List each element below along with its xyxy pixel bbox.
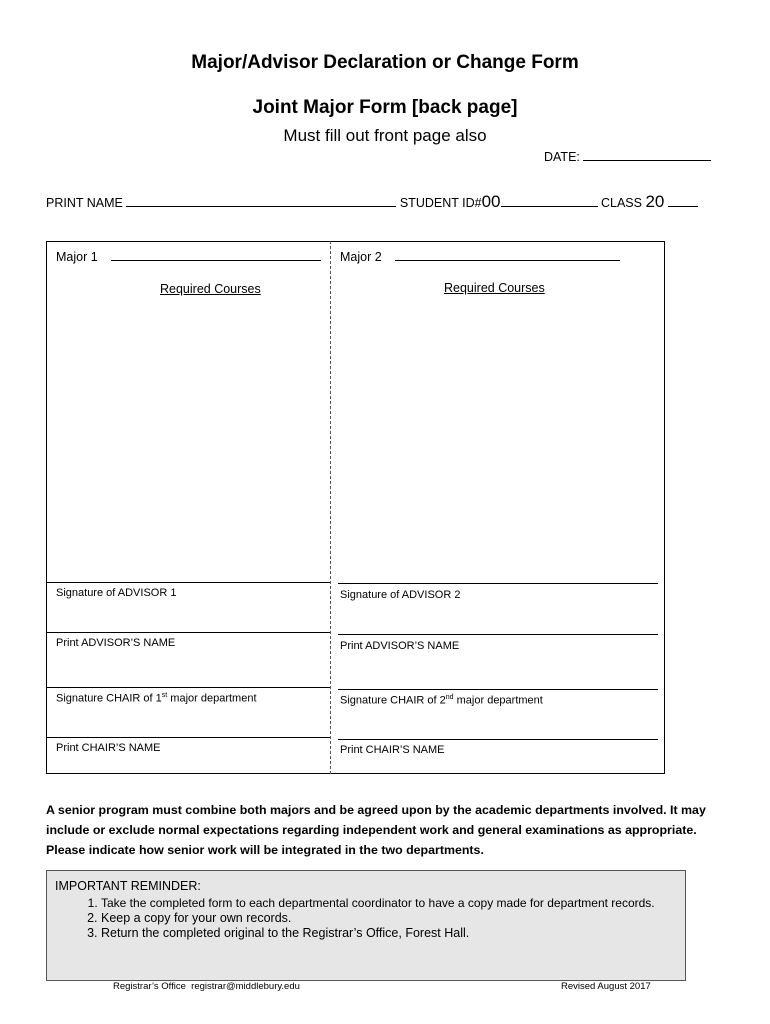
class-field[interactable] bbox=[668, 206, 698, 207]
student-id-field[interactable] bbox=[501, 206, 598, 207]
major2-courses-area[interactable] bbox=[331, 300, 664, 580]
major1-chair-sig-text: Signature CHAIR of 1 bbox=[56, 692, 162, 705]
important-reminder-box bbox=[46, 870, 686, 981]
major1-chair-name-line[interactable] bbox=[46, 737, 330, 738]
major1-label: Major 1 bbox=[56, 250, 98, 264]
print-name-field[interactable] bbox=[126, 206, 396, 207]
major2-advisor-name-line[interactable] bbox=[338, 634, 658, 635]
date-field[interactable] bbox=[583, 160, 711, 161]
major1-advisor-sig-label: Signature of ADVISOR 1 bbox=[56, 587, 177, 599]
senior-program-note: A senior program must combine both majors and be agreed upon by the academic departments involved. It may include or exclude normal expectations regarding independent work and general examinations as appropriate. Please indicate how senior work will be integrated in the two departments. bbox=[46, 803, 706, 857]
major2-advisor-sig-line[interactable] bbox=[338, 583, 658, 584]
major2-chair-sig-label bbox=[340, 694, 543, 707]
student-id-label: STUDENT ID# bbox=[399, 196, 482, 210]
major1-advisor-sig-line[interactable] bbox=[46, 582, 330, 583]
class-label: CLASS bbox=[600, 196, 642, 210]
major1-chair-sig-line[interactable] bbox=[46, 687, 330, 688]
form-title: Major/Advisor Declaration or Change Form bbox=[191, 52, 579, 73]
major2-field[interactable] bbox=[395, 260, 620, 261]
major1-advisor-name-label: Print ADVISOR’S NAME bbox=[56, 637, 176, 649]
class-prefix: 20 bbox=[645, 192, 665, 211]
major2-chair-sig-text-end: major department bbox=[453, 694, 543, 707]
reminder-title: IMPORTANT REMINDER: bbox=[55, 879, 201, 893]
date-label: DATE: bbox=[544, 150, 580, 164]
major2-chair-ordinal: nd bbox=[445, 694, 454, 701]
reminder-list bbox=[47, 896, 685, 940]
major1-chair-sig-text-end: major department bbox=[167, 692, 257, 705]
major2-advisor-name-label: Print ADVISOR’S NAME bbox=[340, 640, 460, 652]
major2-label: Major 2 bbox=[340, 250, 382, 264]
major1-chair-sig-label bbox=[56, 692, 257, 705]
major2-required-courses: Required Courses bbox=[444, 281, 545, 295]
footer-office-name: Registrar’s Office bbox=[113, 981, 186, 992]
reminder-item: 1. Take the completed form to each departmental coordinator to have a copy made for department records. bbox=[101, 896, 685, 910]
print-name-label: PRINT NAME bbox=[46, 196, 123, 210]
major1-chair-ordinal: st bbox=[161, 692, 168, 699]
major2-advisor-sig-label: Signature of ADVISOR 2 bbox=[340, 589, 461, 601]
footer-email[interactable]: registrar@middlebury.edu bbox=[191, 981, 300, 992]
student-row bbox=[46, 192, 698, 212]
form-subtitle: Joint Major Form [back page] bbox=[252, 97, 518, 118]
reminder-item: 2. Keep a copy for your own records. bbox=[101, 911, 685, 925]
major1-field[interactable] bbox=[111, 260, 321, 261]
major1-courses-area[interactable] bbox=[46, 300, 330, 580]
major2-chair-sig-text: Signature CHAIR of 2 bbox=[340, 694, 446, 707]
reminder-item: 3. Return the completed original to the Registrar’s Office, Forest Hall. bbox=[101, 926, 685, 940]
student-id-prefix: 00 bbox=[481, 192, 501, 211]
footer-office bbox=[113, 981, 300, 992]
major1-row bbox=[56, 250, 321, 264]
major1-advisor-name-line[interactable] bbox=[46, 632, 330, 633]
footer-revised: Revised August 2017 bbox=[561, 981, 651, 992]
form-subtitle-note: Must fill out front page also bbox=[283, 126, 487, 145]
major2-chair-name-line[interactable] bbox=[338, 739, 658, 740]
major2-row bbox=[340, 250, 620, 264]
major1-required-courses: Required Courses bbox=[160, 282, 261, 296]
date-row bbox=[544, 150, 711, 164]
major1-chair-name-label: Print CHAIR’S NAME bbox=[56, 742, 161, 754]
major2-chair-sig-line[interactable] bbox=[338, 689, 658, 690]
major2-chair-name-label: Print CHAIR’S NAME bbox=[340, 744, 445, 756]
